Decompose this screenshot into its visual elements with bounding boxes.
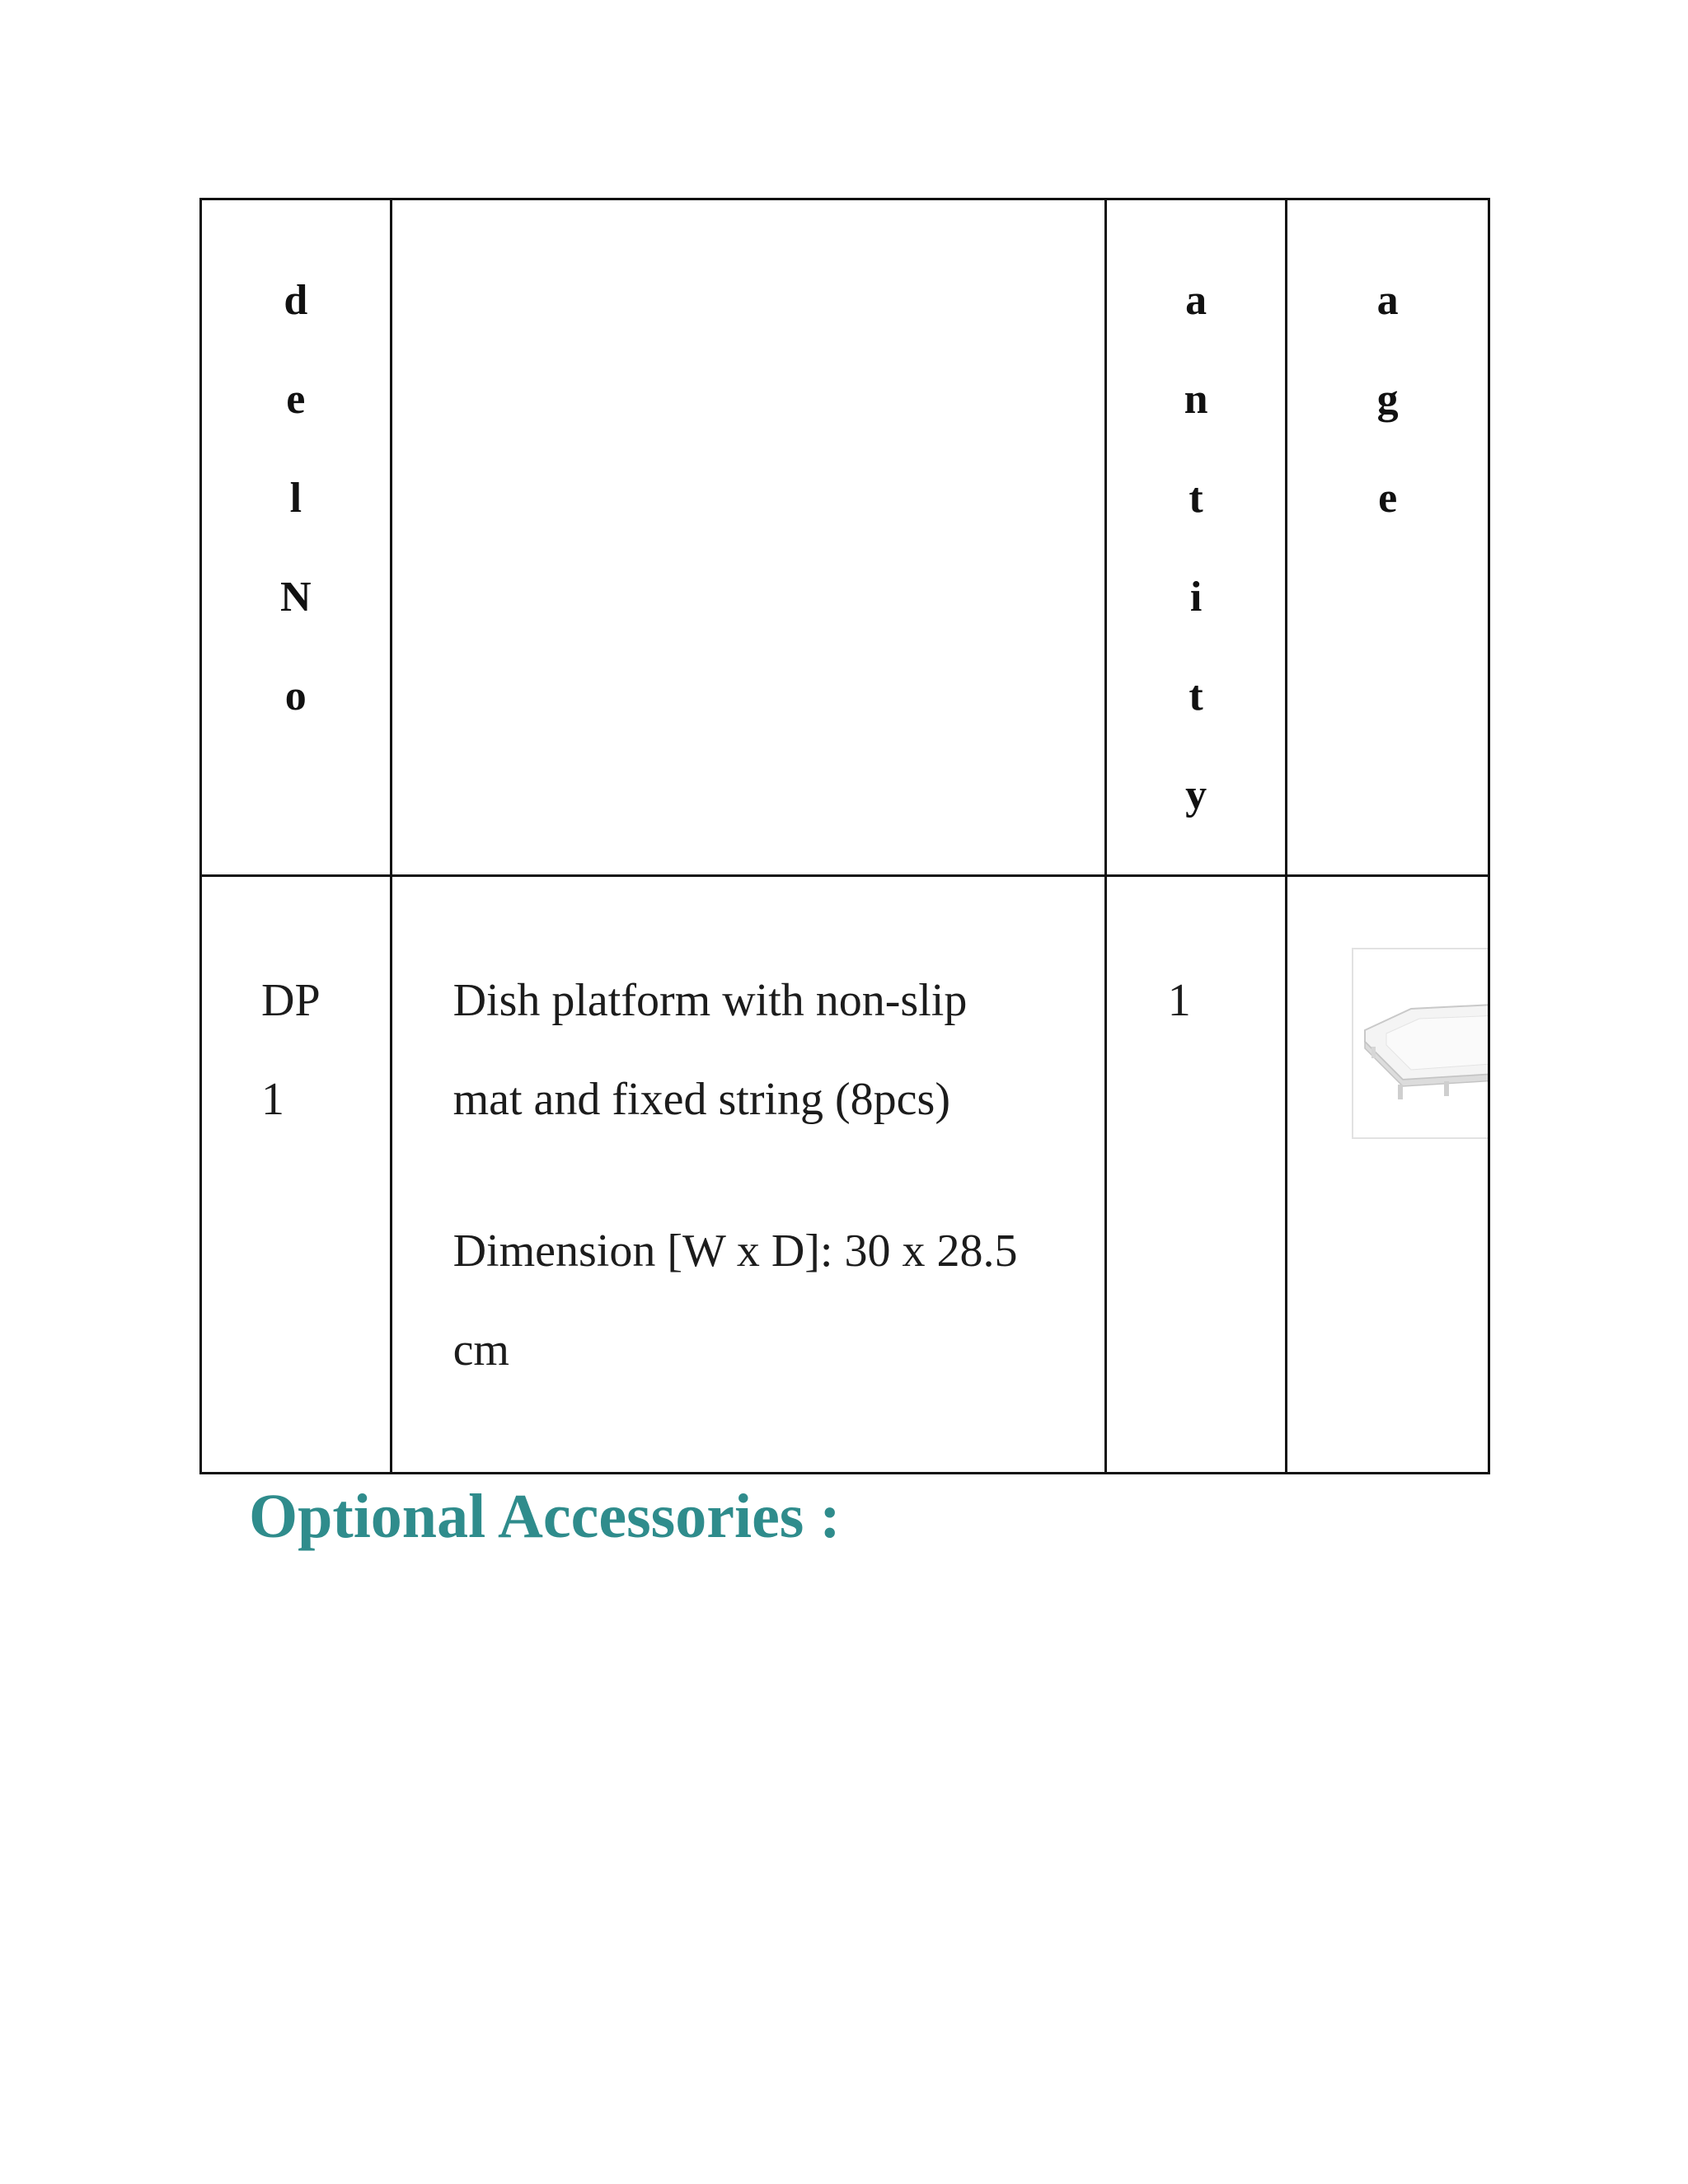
dimension-line: Dimension [W x D]: 30 x 28.5 xyxy=(452,1226,1018,1277)
header-model-no xyxy=(201,199,392,876)
table-header-row xyxy=(201,199,1489,876)
product-spec-table xyxy=(199,198,1490,1474)
header-model-letter: o xyxy=(284,673,307,719)
table-row xyxy=(201,876,1489,1474)
header-model-letter: e xyxy=(286,376,306,423)
header-quantity-letter: a xyxy=(1185,277,1207,324)
description-line: Dish platform with non-slip xyxy=(452,975,968,1026)
section-title-optional-accessories: Optional Accessories : xyxy=(249,1482,841,1551)
header-image-letter: g xyxy=(1376,376,1399,423)
model-no-line: 1 xyxy=(261,1074,284,1125)
header-image-letter: a xyxy=(1376,277,1399,324)
header-quantity-letter: y xyxy=(1185,771,1207,818)
image-cell xyxy=(1287,876,1489,1474)
header-image-letter: e xyxy=(1378,475,1398,522)
header-quantity-letter: i xyxy=(1189,574,1203,621)
header-model-letter: d xyxy=(284,277,308,324)
header-quantity-letter: n xyxy=(1184,376,1208,423)
header-model-letter: N xyxy=(280,574,312,621)
description-cell xyxy=(391,876,1105,1474)
quantity-value: 1 xyxy=(1167,975,1191,1026)
model-no-line: DP xyxy=(261,975,321,1026)
model-no-cell xyxy=(201,876,392,1474)
dimension-line: cm xyxy=(452,1324,509,1376)
header-quantity-letter: t xyxy=(1189,475,1203,522)
header-model-letter: l xyxy=(289,475,302,522)
header-description xyxy=(391,199,1105,876)
description-line: mat and fixed string (8pcs) xyxy=(452,1074,950,1125)
header-quantity-letter: t xyxy=(1189,673,1203,719)
quantity-cell xyxy=(1105,876,1287,1474)
header-image xyxy=(1287,199,1489,876)
header-quantity xyxy=(1105,199,1287,876)
dish-platform-thumbnail xyxy=(1352,948,1489,1139)
